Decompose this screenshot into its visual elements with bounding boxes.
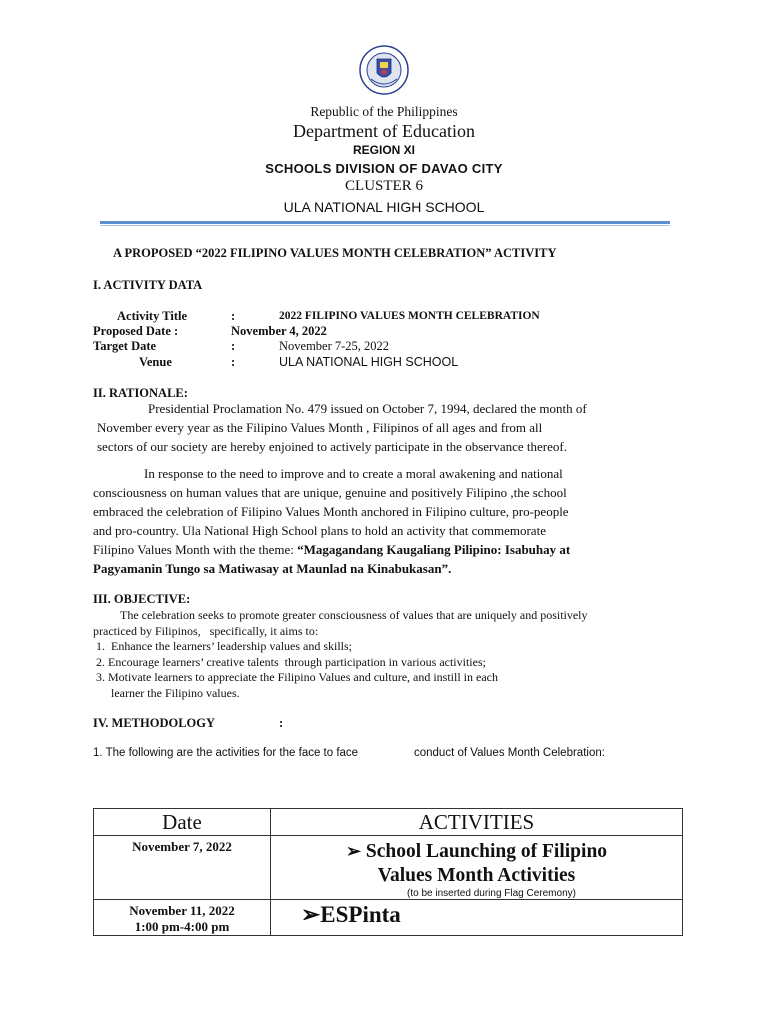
- activity-title-line2: Values Month Activities: [377, 865, 576, 886]
- document-title: A PROPOSED “2022 FILIPINO VALUES MONTH CELEBRATION” ACTIVITY: [113, 246, 557, 260]
- table-cell-date: [94, 836, 271, 900]
- table-header-row: [94, 809, 683, 836]
- table-cell-date: [94, 900, 271, 936]
- sep-activity-title: :: [231, 309, 236, 323]
- header-department: Department of Education: [293, 121, 475, 141]
- deped-seal-icon: [359, 45, 409, 95]
- methodology-intro-b: conduct of Values Month Celebration:: [414, 747, 605, 759]
- section-activity-data-heading: I. ACTIVITY DATA: [93, 278, 203, 292]
- value-target-date: November 7-25, 2022: [279, 339, 390, 353]
- header-region: REGION XI: [352, 143, 415, 157]
- rationale-p2-line5: [93, 541, 570, 560]
- rationale-p1-line3: sectors of our society are hereby enjoined to actively participate in the observance thereof.: [97, 439, 567, 454]
- label-proposed-date: Proposed Date :: [93, 324, 179, 338]
- header-republic: Republic of the Philippines: [310, 104, 458, 119]
- label-venue: Venue: [139, 355, 172, 369]
- rationale-p2-line4: and pro-country. Ula National High School plans to hold an activity that commemorate: [93, 523, 546, 538]
- activity-name: School Launching of Filipino: [365, 841, 608, 862]
- value-activity-title: 2022 FILIPINO VALUES MONTH CELEBRATION: [279, 310, 540, 322]
- rationale-p1-line1: Presidential Proclamation No. 479 issued on October 7, 1994, declared the month of: [148, 401, 587, 416]
- rationale-theme-intro: Filipino Values Month with the theme:: [93, 542, 298, 557]
- rationale-p2-line1: In response to the need to improve and to create a moral awakening and national: [144, 466, 563, 481]
- table-row: [94, 900, 683, 936]
- rationale-p1-line2: November every year as the Filipino Values Month , Filipinos of all ages and from all: [97, 420, 543, 435]
- rationale-theme-part1: “Magagandang Kaugaliang Pilipino: Isabuhay at: [297, 542, 571, 557]
- label-target-date: Target Date: [93, 339, 157, 353]
- row-date: November 7, 2022: [132, 839, 232, 854]
- section-rationale-heading: II. RATIONALE:: [93, 386, 188, 400]
- methodology-intro-a: 1. The following are the activities for the face to face: [93, 747, 359, 759]
- section-methodology-heading: IV. METHODOLOGY: [93, 716, 216, 730]
- section-objective-heading: III. OBJECTIVE:: [93, 592, 191, 606]
- objective-item3-cont: learner the Filipino values.: [111, 686, 240, 700]
- objective-item2: 2. Encourage learners’ creative talents through participation in various activities;: [93, 655, 486, 669]
- row-date: November 11, 2022: [129, 903, 235, 918]
- rationale-theme-part2: Pagyamanin Tungo sa Matiwasay at Maunlad na Kinabukasan”.: [93, 561, 452, 576]
- activities-table: [93, 808, 683, 936]
- table-cell-activity: [271, 900, 683, 936]
- header-cluster: CLUSTER 6: [345, 178, 423, 194]
- objective-item3: 3. Motivate learners to appreciate the Filipino Values and culture, and instill in each: [93, 670, 498, 684]
- arrow-bullet-icon: ➢: [345, 841, 362, 861]
- arrow-bullet-icon: ➢: [301, 902, 321, 927]
- header-school: ULA NATIONAL HIGH SCHOOL: [283, 199, 485, 215]
- objective-item1: 1. Enhance the learners’ leadership values and skills;: [93, 639, 353, 653]
- objective-line2: practiced by Filipinos, specifically, it aims to:: [93, 624, 319, 638]
- rationale-p2-line2: consciousness on human values that are unique, genuine and positively Filipino ,the school: [93, 485, 567, 500]
- rationale-p2-line3: embraced the celebration of Filipino Values Month anchored in Filipino culture, pro-people: [93, 504, 569, 519]
- table-header-activities: ACTIVITIES: [271, 809, 683, 836]
- header-division: SCHOOLS DIVISION OF DAVAO CITY: [265, 161, 503, 176]
- value-venue: ULA NATIONAL HIGH SCHOOL: [279, 355, 459, 369]
- activity-name: ESPinta: [320, 902, 401, 927]
- methodology-colon: :: [279, 716, 284, 730]
- header-divider: [100, 221, 670, 224]
- label-activity-title: Activity Title: [117, 309, 188, 323]
- header-divider-thin: [100, 225, 670, 226]
- sep-target-date: :: [231, 339, 236, 353]
- activity-note: (to be inserted during Flag Ceremony): [407, 888, 576, 899]
- activity-title-line1: [271, 839, 682, 864]
- value-proposed-date: November 4, 2022: [231, 324, 327, 338]
- table-cell-activity: [271, 836, 683, 900]
- activity-title-line1: [301, 900, 682, 930]
- row-time: 1:00 pm-4:00 pm: [134, 919, 230, 934]
- objective-line1: The celebration seeks to promote greater consciousness of values that are uniquely and positively: [120, 608, 588, 622]
- sep-venue: :: [231, 355, 236, 369]
- table-header-date: Date: [94, 809, 271, 836]
- table-row: [94, 836, 683, 900]
